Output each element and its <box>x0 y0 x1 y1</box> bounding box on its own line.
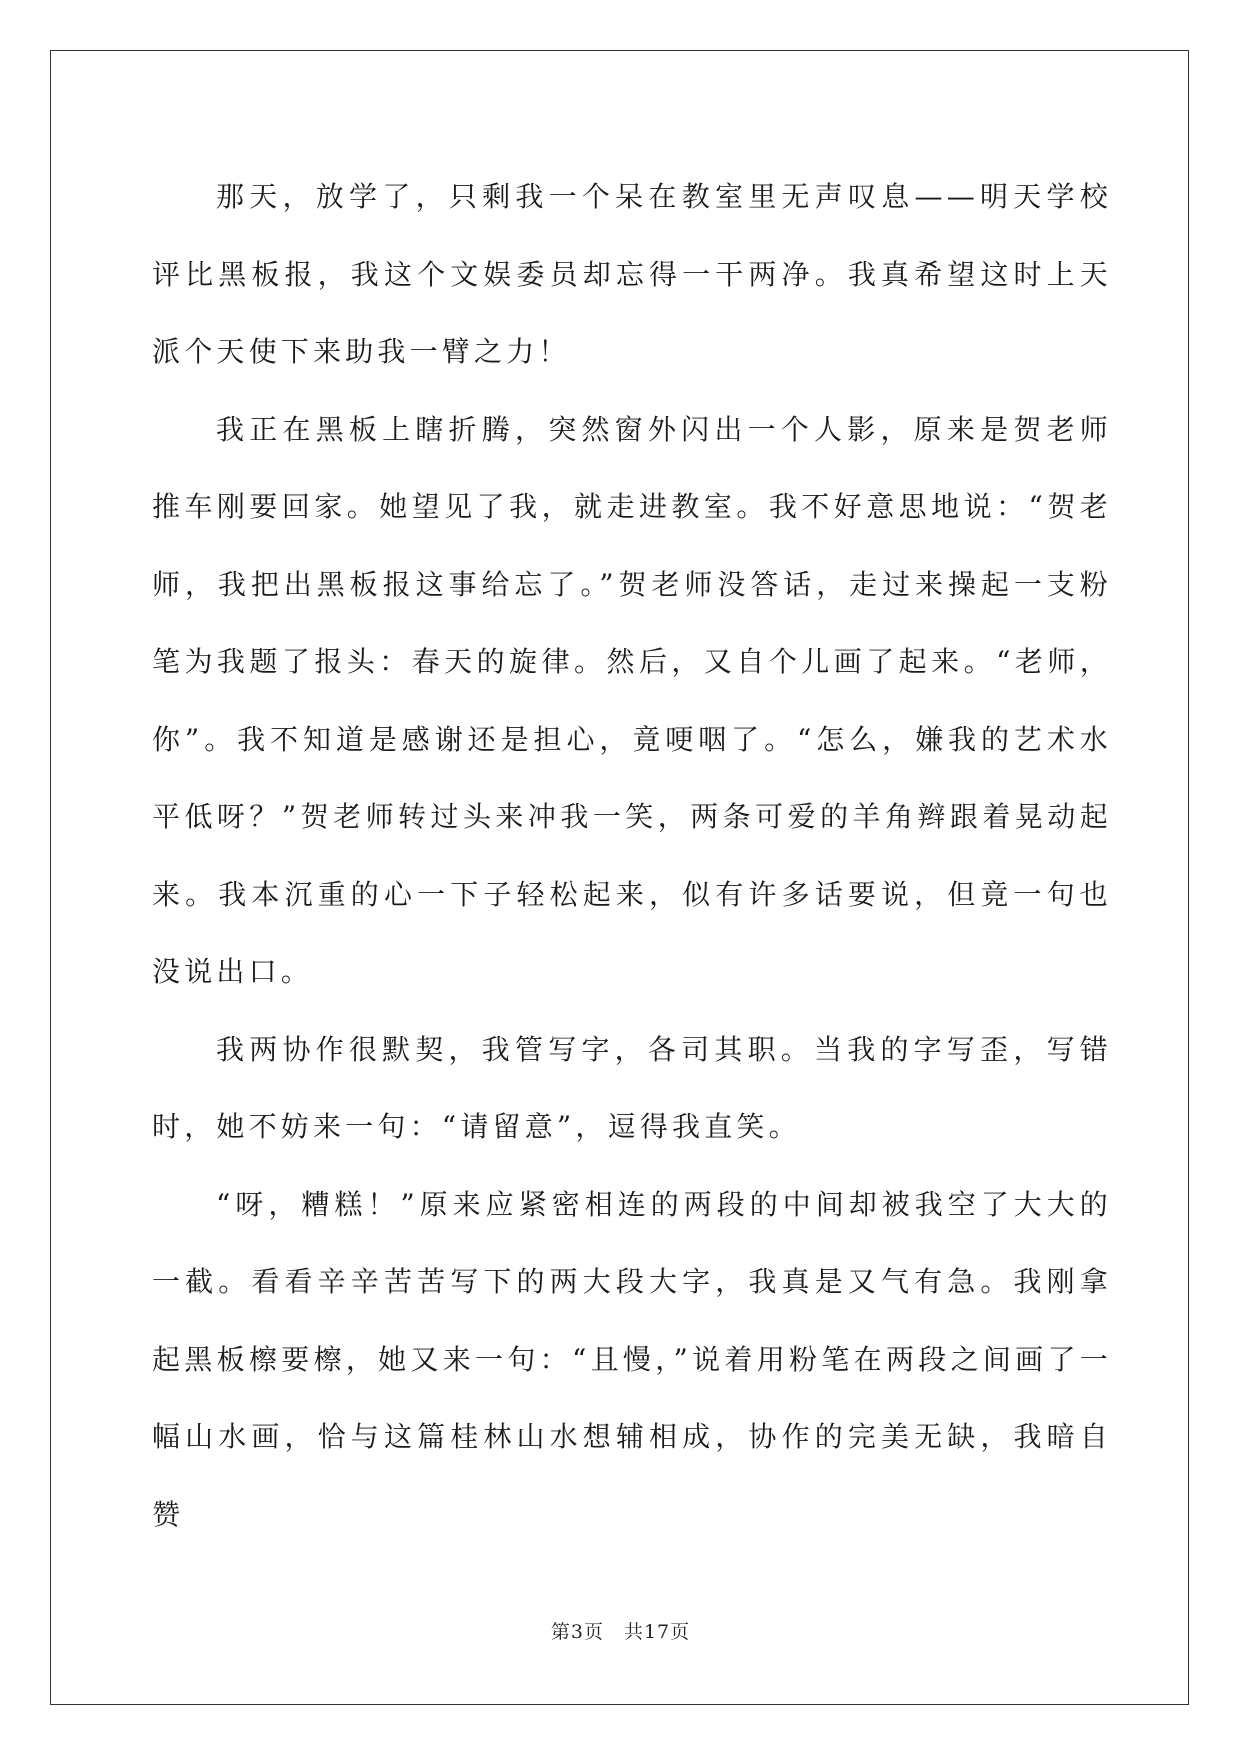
paragraph-4: “呀，糟糕！”原来应紧密相连的两段的中间却被我空了大大的一截。看看辛辛苦苦写下的两大段大字，我真是又气有急。我刚拿起黑板檫要檫，她又来一句：“且慢，”说着用粉笔在两段之间画了一幅山水画，恰与这篇桂林山水想辅相成，协作的完美无缺，我暗自赞 <box>152 1187 1112 1531</box>
document-body <box>152 158 1112 1553</box>
paragraph-2: 我正在黑板上瞎折腾，突然窗外闪出一个人影，原来是贺老师推车刚要回家。她望见了我，就走进教室。我不好意思地说：“贺老师，我把出黑板报这事给忘了。”贺老师没答话，走过来操起一支粉笔为我题了报头：春天的旋律。然后，又自个儿画了起来。“老师，你”。我不知道是感谢还是担心，竟哽咽了。“怎么，嫌我的艺术水平低呀？”贺老师转过头来冲我一笑，两条可爱的羊角辫跟着晃动起来。我本沉重的心一下子轻松起来，似有许多话要说，但竟一句也没说出口。 <box>152 412 1112 988</box>
paragraph-1: 那天，放学了，只剩我一个呆在教室里无声叹息——明天学校评比黑板报，我这个文娱委员却忘得一干两净。我真希望这时上天派个天使下来助我一臂之力！ <box>152 180 1112 368</box>
page-number: 第3页 共17页 <box>550 1621 691 1643</box>
paragraph-3: 我两协作很默契，我管写字，各司其职。当我的字写歪，写错时，她不妨来一句：“请留意”，逗得我直笑。 <box>152 1032 1112 1143</box>
